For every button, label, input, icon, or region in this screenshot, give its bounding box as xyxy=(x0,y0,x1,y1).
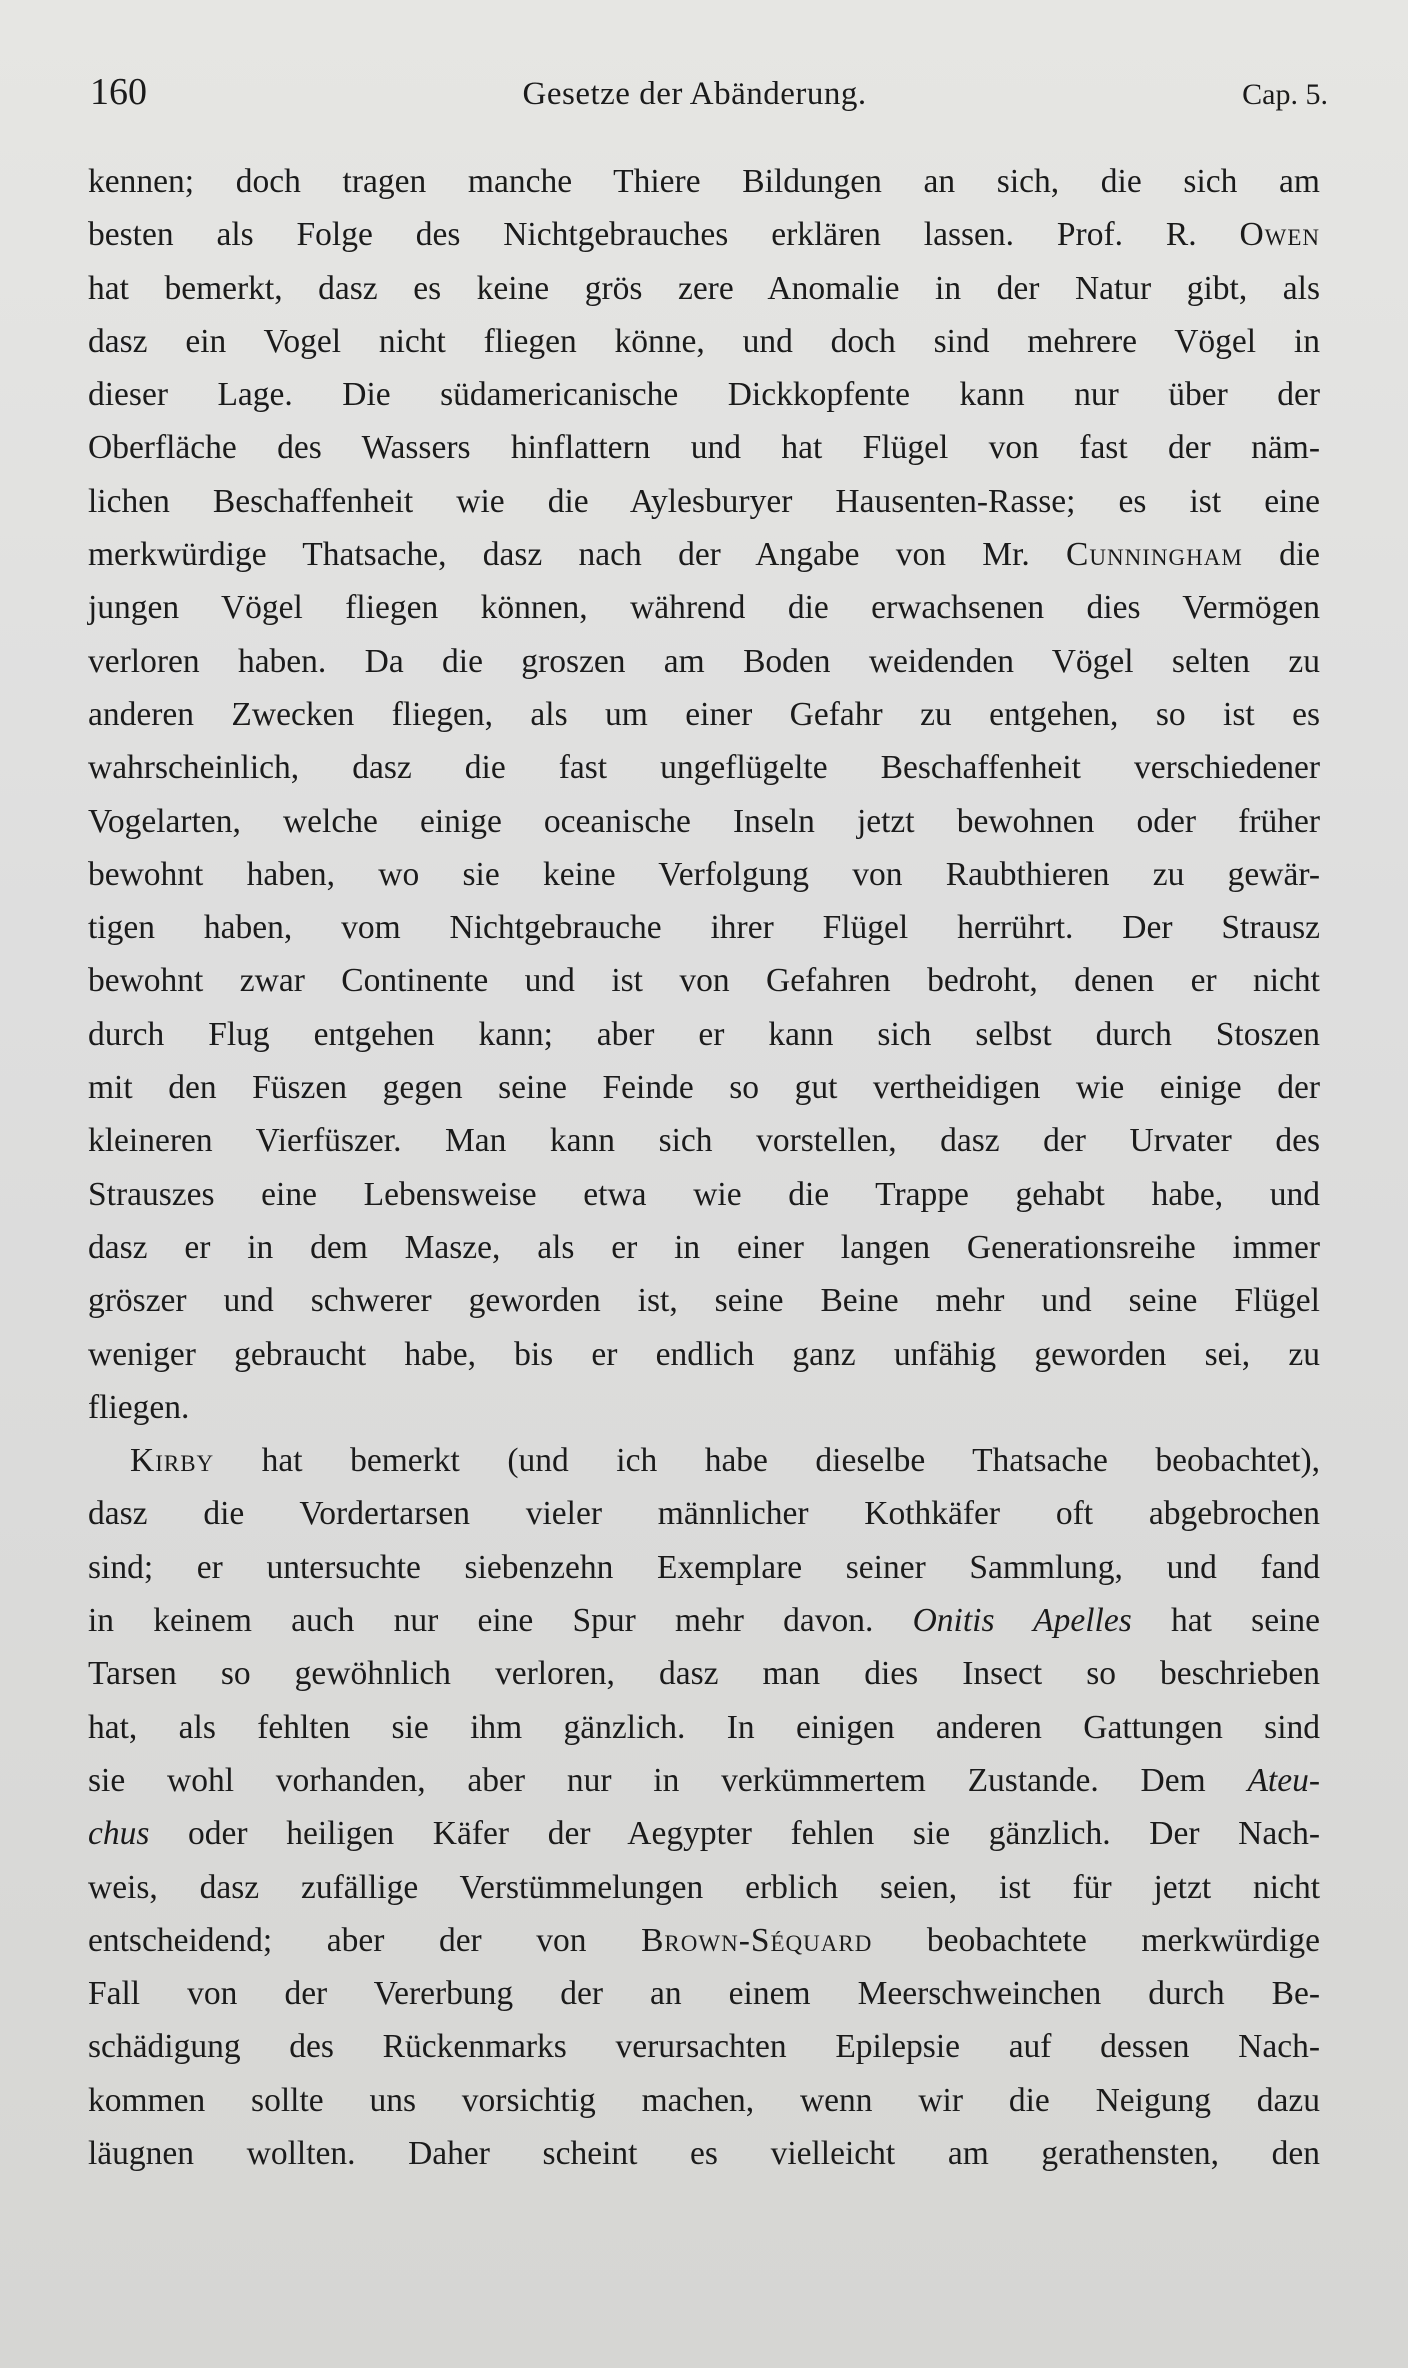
genus-name: Ateu- xyxy=(1247,1761,1320,1799)
text-line: sie wohl vorhanden, aber nur in verkümmertem Zustande. Dem Ateu- xyxy=(88,1761,1320,1799)
text-line: Tarsen so gewöhnlich verloren, dasz man dies Insect so beschrieben xyxy=(88,1655,1320,1693)
text-line: in keinem auch nur eine Spur mehr davon. Onitis Apelles hat seine xyxy=(88,1602,1320,1640)
text-line: besten als Folge des Nichtgebrauches erklären lassen. Prof. R. Owen xyxy=(88,216,1320,254)
text-line: Strauszes eine Lebensweise etwa wie die Trappe gehabt habe, und xyxy=(88,1175,1320,1213)
author-name: Kirby xyxy=(130,1442,215,1480)
text-line: kennen; doch tragen manche Thiere Bildungen an sich, die sich am xyxy=(88,163,1320,200)
author-name: Cunningham xyxy=(1066,536,1243,574)
page-header xyxy=(90,70,1328,130)
text-line: kleineren Vierfüszer. Man kann sich vorstellen, dasz der Urvater des xyxy=(88,1122,1320,1160)
text-line: bewohnt haben, wo sie keine Verfolgung von Raubthieren zu gewär- xyxy=(88,855,1320,893)
text-line: Vogelarten, welche einige oceanische Inseln jetzt bewohnen oder früher xyxy=(88,802,1320,840)
text-line: durch Flug entgehen kann; aber er kann sich selbst durch Stoszen xyxy=(88,1015,1320,1053)
text-line: schädigung des Rückenmarks verursachten Epilepsie auf dessen Nach- xyxy=(88,2028,1320,2066)
running-title: Gesetze der Abänderung. xyxy=(522,76,867,112)
text-line: entscheidend; aber der von Brown-Séquard beobachtete merkwürdige xyxy=(88,1921,1320,1959)
genus-name: chus xyxy=(88,1815,150,1853)
text-line: hat, als fehlten sie ihm gänzlich. In einigen anderen Gattungen sind xyxy=(88,1708,1320,1746)
text-line: gröszer und schwerer geworden ist, seine Beine mehr und seine Flügel xyxy=(88,1282,1320,1320)
text-line: verloren haben. Da die groszen am Boden weidenden Vögel selten zu xyxy=(88,642,1320,680)
text-line: weniger gebraucht habe, bis er endlich ganz unfähig geworden sei, zu xyxy=(88,1335,1320,1373)
text-line: kommen sollte uns vorsichtig machen, wenn wir die Neigung dazu xyxy=(88,2081,1320,2119)
text-line: hat bemerkt, dasz es keine grös zere Anomalie in der Natur gibt, als xyxy=(88,269,1320,307)
text-line: sind; er untersuchte siebenzehn Exemplare seiner Sammlung, und fand xyxy=(88,1548,1320,1586)
text-line: Oberfläche des Wassers hinflattern und hat Flügel von fast der näm- xyxy=(88,429,1320,467)
species-name: Onitis Apelles xyxy=(912,1602,1132,1640)
text-line: Kirby hat bemerkt (und ich habe dieselbe Thatsache beobachtet), xyxy=(130,1442,1320,1480)
text-line: weis, dasz zufällige Verstümmelungen erblich seien, ist für jetzt nicht xyxy=(88,1868,1320,1906)
text-line: Fall von der Vererbung der an einem Meerschweinchen durch Be- xyxy=(88,1975,1320,2013)
text-line: tigen haben, vom Nichtgebrauche ihrer Flügel herrührt. Der Strausz xyxy=(88,909,1320,947)
text-line: merkwürdige Thatsache, dasz nach der Angabe von Mr. Cunningham die xyxy=(88,536,1320,574)
text-line: dasz er in dem Masze, als er in einer langen Generationsreihe immer xyxy=(88,1228,1320,1266)
text-line: bewohnt zwar Continente und ist von Gefahren bedroht, denen er nicht xyxy=(88,962,1320,1000)
text-line: fliegen. xyxy=(88,1388,190,1426)
text-line: dasz die Vordertarsen vieler männlicher Kothkäfer oft abgebrochen xyxy=(88,1495,1320,1533)
text-line: läugnen wollten. Daher scheint es vielleicht am gerathensten, den xyxy=(88,2134,1320,2172)
author-name: Brown-Séquard xyxy=(641,1921,873,1959)
text-line: chus oder heiligen Käfer der Aegypter fehlen sie gänzlich. Der Nach- xyxy=(88,1815,1320,1853)
author-name: Owen xyxy=(1239,216,1320,254)
page-number: 160 xyxy=(90,71,147,113)
chapter-label: Cap. 5. xyxy=(1242,78,1328,111)
text-line: mit den Füszen gegen seine Feinde so gut vertheidigen wie einige der xyxy=(88,1069,1320,1107)
text-line: lichen Beschaffenheit wie die Aylesburyer Hausenten-Rasse; es ist eine xyxy=(88,482,1320,520)
text-line: dasz ein Vogel nicht fliegen könne, und doch sind mehrere Vögel in xyxy=(88,322,1320,360)
text-line: jungen Vögel fliegen können, während die erwachsenen dies Vermögen xyxy=(88,589,1320,627)
text-line: anderen Zwecken fliegen, als um einer Gefahr zu entgehen, so ist es xyxy=(88,695,1320,733)
body-text xyxy=(88,155,1320,2180)
text-line: wahrscheinlich, dasz die fast ungeflügelte Beschaffenheit verschiedener xyxy=(88,749,1320,787)
text-line: dieser Lage. Die südamericanische Dickkopfente kann nur über der xyxy=(88,376,1320,414)
